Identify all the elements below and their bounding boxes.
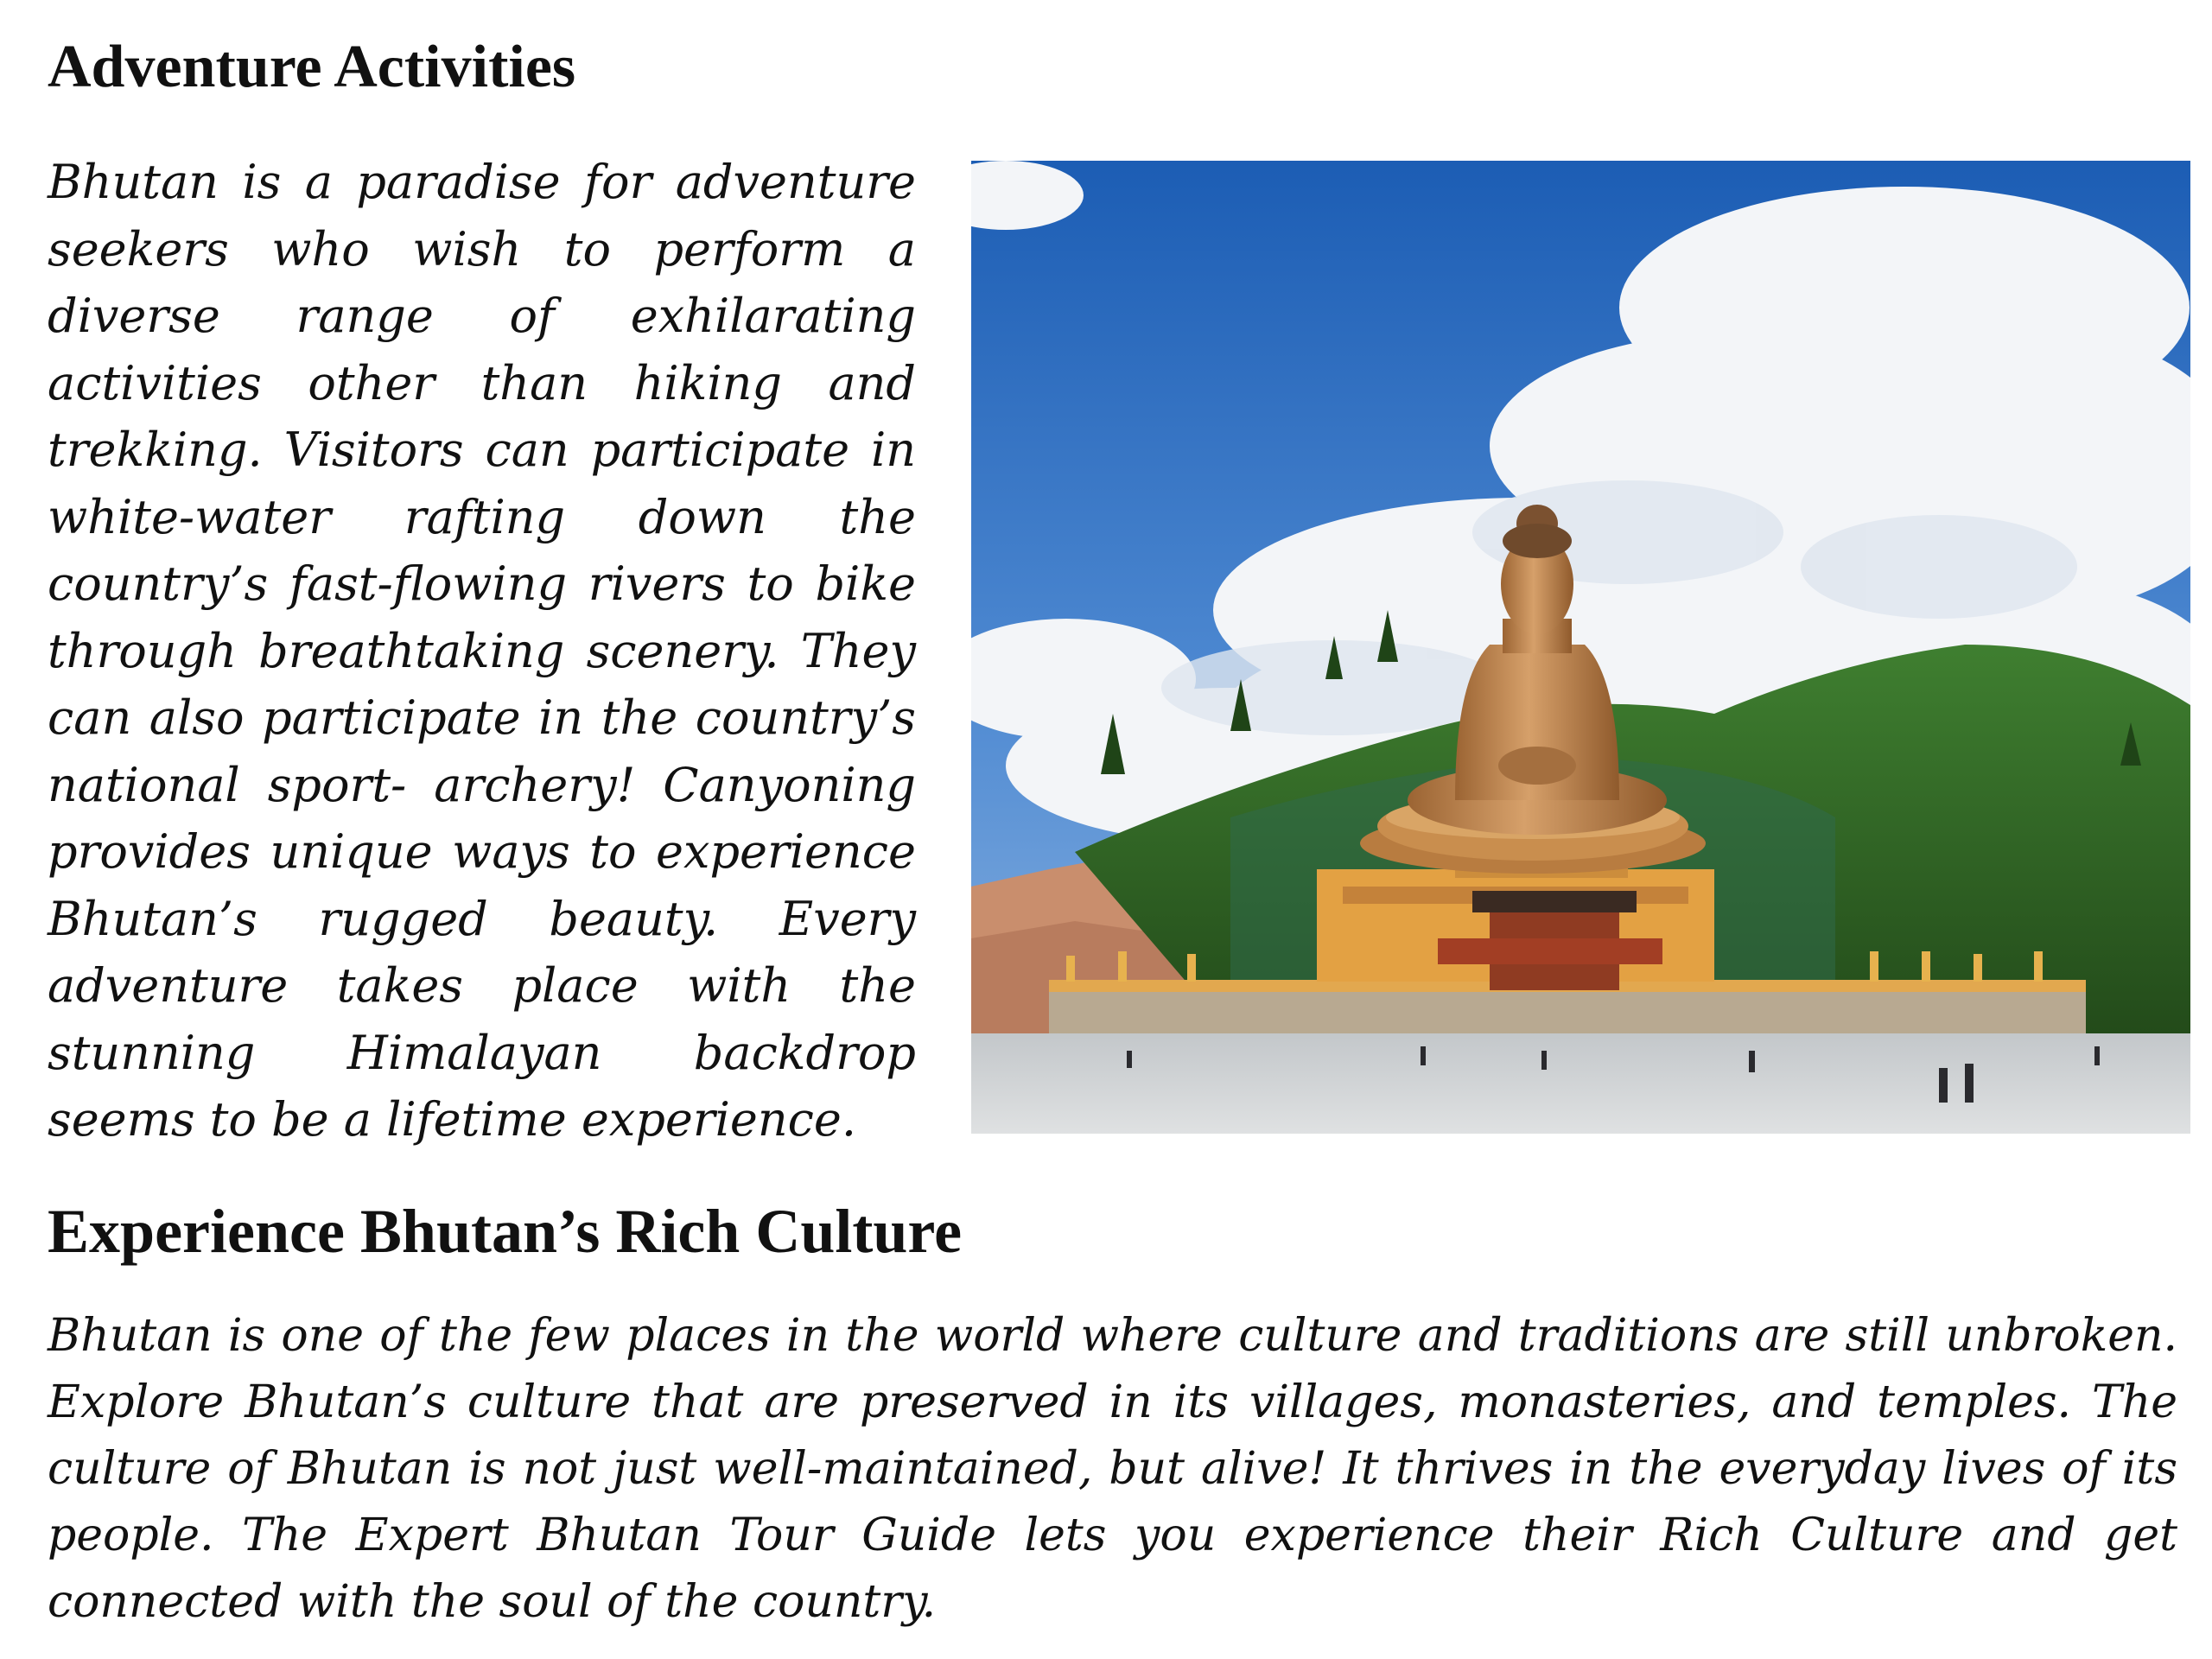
adventure-paragraph: Bhutan is a paradise for adventure seekers who wish to perform a diverse range of exhilarating activities other than hiking and trekking. Visitors can participate in white-water rafting down the country’s fast-flowing rivers to bike through breathtaking scenery. They can also participate in the country’s national sport- archery! Canyoning provides unique ways to experience Bhutan’s rugged beauty. Every adventure takes place with the stunning Himalayan backdrop seems to be a lifetime experience.	[48, 155, 916, 1147]
plaza	[971, 1033, 2190, 1134]
section-heading-culture: Experience Bhutan’s Rich Culture	[48, 1197, 963, 1266]
culture-paragraph: Bhutan is one of the few places in the world where culture and traditions are still unbroken. Explore Bhutan’s culture that are preserved in its villages, monasteries, and temples. The culture of Bhutan is not just well-maintained, but alive! It thrives in the everyday lives of its people. The Expert Bhutan Tour Guide lets you experience their Rich Culture and get connected with the soul of the country.	[48, 1310, 2177, 1628]
buddha-statue-photo	[971, 161, 2190, 1134]
section-heading-adventure: Adventure Activities	[48, 34, 576, 100]
